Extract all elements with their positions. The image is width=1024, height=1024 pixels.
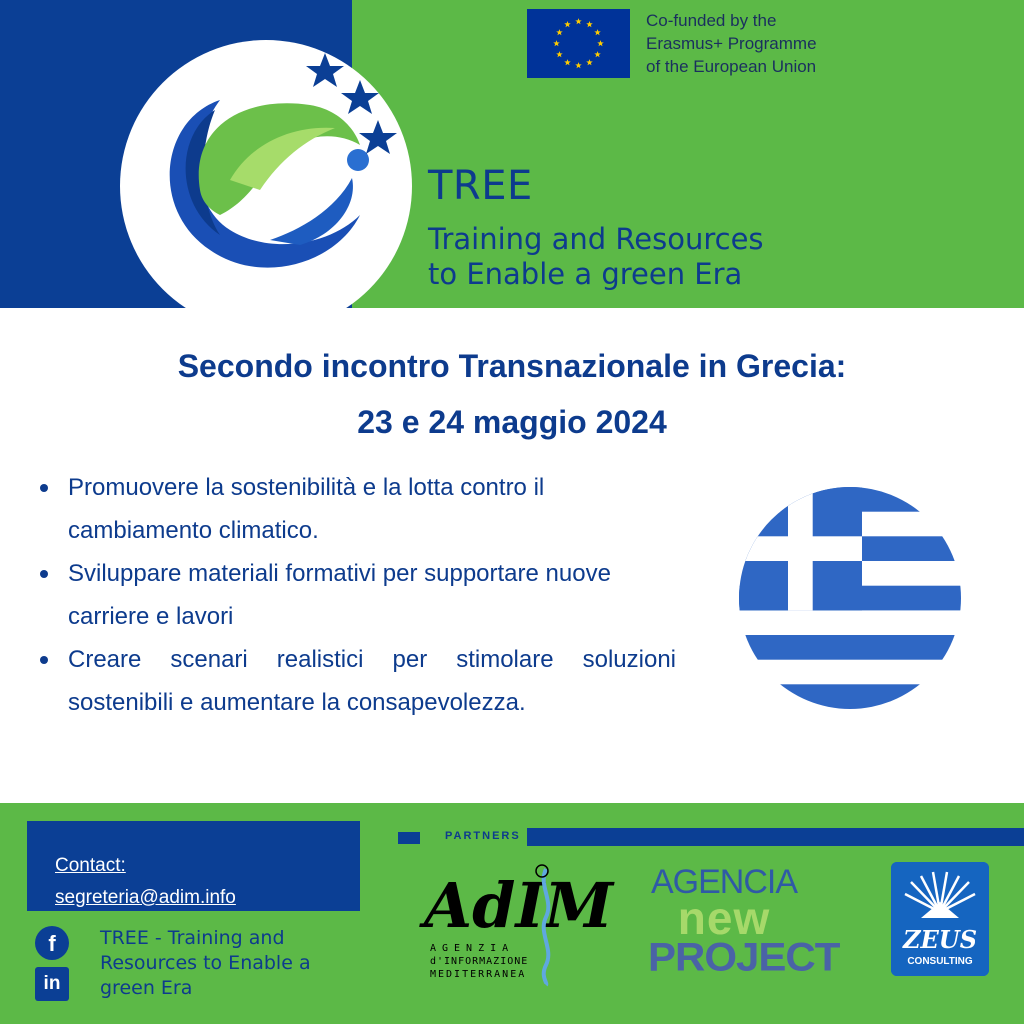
objective-item: Sviluppare materiali formativi per supportare nuove carriere e lavori [36,552,676,638]
greek-flag-icon [739,487,961,709]
eu-text-line2: Erasmus+ Programme [646,34,817,53]
objectives-list [36,466,676,724]
footer-band [0,803,1024,1024]
social-page-name: TREE - Training and Resources to Enable a green Era [100,927,311,999]
objective-item: Promuovere la sostenibilità e la lotta contro il cambiamento climatico. [36,466,676,552]
tree-logo [120,40,420,308]
header-banner [0,0,1024,308]
bullet-dot [40,570,48,578]
objective-item: Creare scenari realistici per stimolare soluzioni sostenibili e aumentare la consapevolezza. [36,638,676,724]
partners-label: PARTNERS [445,830,521,842]
eu-cofunding-block [527,9,887,81]
eu-text-line1: Co-funded by the [646,11,777,30]
project-subtitle-line1: Training and Resources [428,222,764,256]
partners-bar-left [398,832,420,844]
project-subtitle-line2: to Enable a green Era [428,257,743,291]
project-acronym: TREE [428,163,533,209]
partners-bar-right [527,828,1024,846]
contact-email-link[interactable]: segreteria@adim.info [55,887,236,908]
adim-tagline-1: AGENZIA [430,943,515,954]
headline-line1: Secondo incontro Transnazionale in Grecia: [177,348,847,384]
agencia-line2: new [677,892,771,944]
adim-logo [420,861,614,987]
zeus-line1: ZEUS [902,925,978,954]
adim-tagline-2: d'INFORMAZIONE [430,956,529,967]
headline-line2: 23 e 24 maggio 2024 [357,404,667,440]
contact-label: Contact: [55,855,126,876]
facebook-icon[interactable]: f [35,926,69,960]
contact-box [27,821,360,911]
linkedin-icon[interactable]: in [35,967,69,1001]
adim-tagline-3: MEDITERRANEA [430,969,527,980]
agencia-line3: PROJECT [648,934,840,979]
bullet-dot [40,484,48,492]
event-headline [0,338,1024,450]
project-subtitle [428,222,764,292]
zeus-consulting-logo [891,862,989,976]
zeus-line2: CONSULTING [907,956,973,967]
agencia-line1: AGENCIA [650,863,798,901]
eu-text-line3: of the European Union [646,57,817,76]
adim-mark: AdIM [424,869,614,942]
eu-flag-icon [527,9,630,78]
agencia-new-project-logo [648,863,840,979]
bullet-dot [40,656,48,664]
